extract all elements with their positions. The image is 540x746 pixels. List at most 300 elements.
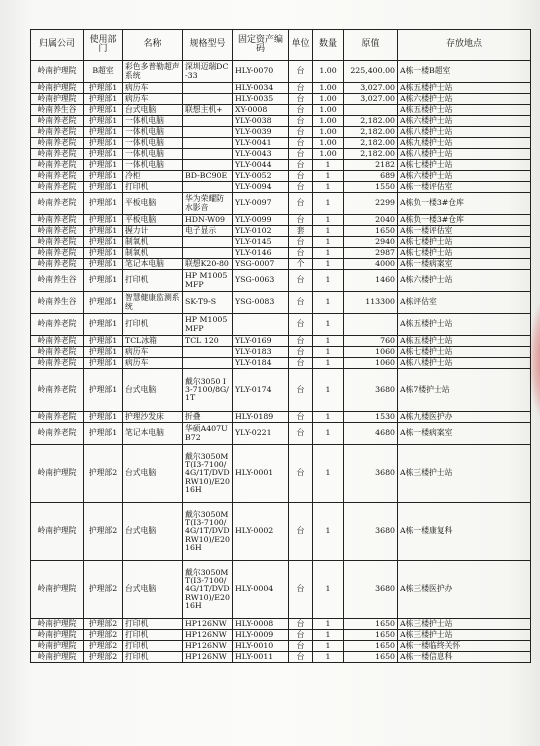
original-value-cell: 3,027.00 bbox=[344, 94, 398, 105]
quantity-cell: 1 bbox=[313, 423, 344, 445]
quantity-cell: 1 bbox=[313, 182, 344, 193]
asset-code-cell: YLY-0038 bbox=[233, 116, 289, 127]
department-cell: 护理部1 bbox=[84, 138, 123, 149]
model-cell bbox=[183, 127, 233, 138]
unit-cell: 台 bbox=[289, 193, 313, 215]
model-cell bbox=[183, 138, 233, 149]
name-cell: 打印机 bbox=[123, 619, 183, 630]
original-value-cell: 1550 bbox=[344, 182, 398, 193]
model-cell: TCL 120 bbox=[183, 336, 233, 347]
table-row bbox=[31, 619, 531, 630]
quantity-cell: 1.00 bbox=[313, 94, 344, 105]
model-cell: HP M1005MFP bbox=[183, 270, 233, 292]
table-row bbox=[31, 270, 531, 292]
header-original-value: 原值 bbox=[344, 30, 398, 61]
company-cell: 岭南养老院 bbox=[31, 138, 84, 149]
department-cell: 护理部1 bbox=[84, 127, 123, 138]
department-cell: 护理部1 bbox=[84, 160, 123, 171]
asset-code-cell: HLY-0070 bbox=[233, 61, 289, 83]
asset-code-cell: HLY-0189 bbox=[233, 412, 289, 423]
department-cell: 护理部2 bbox=[84, 561, 123, 619]
quantity-cell: 1 bbox=[313, 270, 344, 292]
quantity-cell: 1 bbox=[313, 369, 344, 412]
department-cell: 护理部1 bbox=[84, 182, 123, 193]
location-cell: A栋五楼护士站 bbox=[398, 314, 531, 336]
table-row bbox=[31, 215, 531, 226]
table-row bbox=[31, 358, 531, 369]
name-cell: 台式电脑 bbox=[123, 561, 183, 619]
department-cell: 护理部1 bbox=[84, 171, 123, 182]
location-cell: A栋九楼医护办 bbox=[398, 412, 531, 423]
company-cell: 岭南护理院 bbox=[31, 619, 84, 630]
original-value-cell: 2,182.00 bbox=[344, 149, 398, 160]
original-value-cell: 1460 bbox=[344, 270, 398, 292]
company-cell: 岭南养老院 bbox=[31, 248, 84, 259]
name-cell: 智慧健康监测系统 bbox=[123, 292, 183, 314]
company-cell: 岭南养生谷 bbox=[31, 105, 84, 116]
asset-code-cell: HLY-0008 bbox=[233, 619, 289, 630]
name-cell: 笔记本电脑 bbox=[123, 259, 183, 270]
table-row bbox=[31, 160, 531, 171]
model-cell: HP126NW bbox=[183, 652, 233, 663]
unit-cell: 台 bbox=[289, 237, 313, 248]
model-cell bbox=[183, 248, 233, 259]
unit-cell: 台 bbox=[289, 215, 313, 226]
location-cell: A栋九楼护士站 bbox=[398, 138, 531, 149]
quantity-cell: 1 bbox=[313, 171, 344, 182]
quantity-cell: 1 bbox=[313, 215, 344, 226]
original-value-cell: 4680 bbox=[344, 423, 398, 445]
header-unit: 单位 bbox=[289, 30, 313, 61]
original-value-cell: 2182 bbox=[344, 160, 398, 171]
name-cell: 台式电脑 bbox=[123, 445, 183, 503]
original-value-cell bbox=[344, 105, 398, 116]
table-row bbox=[31, 61, 531, 83]
asset-code-cell: HLY-0035 bbox=[233, 94, 289, 105]
table-row bbox=[31, 561, 531, 619]
department-cell: 护理部2 bbox=[84, 652, 123, 663]
original-value-cell: 2,182.00 bbox=[344, 116, 398, 127]
model-cell: HP M1005MFP bbox=[183, 314, 233, 336]
location-cell: A栋七楼护士站 bbox=[398, 237, 531, 248]
location-cell: A栋六楼护士站 bbox=[398, 94, 531, 105]
quantity-cell: 1 bbox=[313, 445, 344, 503]
header-asset-code: 固定资产编码 bbox=[233, 30, 289, 61]
model-cell bbox=[183, 237, 233, 248]
asset-code-cell: YSG-0007 bbox=[233, 259, 289, 270]
department-cell: 护理部2 bbox=[84, 445, 123, 503]
table-row bbox=[31, 336, 531, 347]
department-cell: 护理部1 bbox=[84, 248, 123, 259]
department-cell: 护理部1 bbox=[84, 423, 123, 445]
table-row bbox=[31, 94, 531, 105]
unit-cell: 套 bbox=[289, 226, 313, 237]
company-cell: 岭南养老院 bbox=[31, 182, 84, 193]
original-value-cell: 2299 bbox=[344, 193, 398, 215]
unit-cell: 台 bbox=[289, 412, 313, 423]
quantity-cell: 1 bbox=[313, 358, 344, 369]
department-cell: B超室 bbox=[84, 61, 123, 83]
name-cell: 彩色多普勒超声系统 bbox=[123, 61, 183, 83]
table-row bbox=[31, 292, 531, 314]
asset-code-cell: HLY-0010 bbox=[233, 641, 289, 652]
table-row bbox=[31, 149, 531, 160]
name-cell: 一体机电脑 bbox=[123, 160, 183, 171]
name-cell: 平板电脑 bbox=[123, 193, 183, 215]
quantity-cell: 1.00 bbox=[313, 138, 344, 149]
original-value-cell: 4000 bbox=[344, 259, 398, 270]
location-cell: A栋六楼护士站 bbox=[398, 116, 531, 127]
table-row bbox=[31, 193, 531, 215]
asset-table bbox=[30, 29, 531, 663]
quantity-cell: 1 bbox=[313, 336, 344, 347]
asset-code-cell: YLY-0169 bbox=[233, 336, 289, 347]
location-cell: A栋负一楼3#仓库 bbox=[398, 193, 531, 215]
company-cell: 岭南护理院 bbox=[31, 503, 84, 561]
model-cell: 折叠 bbox=[183, 412, 233, 423]
unit-cell: 台 bbox=[289, 423, 313, 445]
model-cell: HDN-W09 bbox=[183, 215, 233, 226]
company-cell: 岭南护理院 bbox=[31, 61, 84, 83]
name-cell: 笔记本电脑 bbox=[123, 423, 183, 445]
model-cell: 联想主机+ bbox=[183, 105, 233, 116]
original-value-cell: 3680 bbox=[344, 503, 398, 561]
table-row bbox=[31, 237, 531, 248]
original-value-cell: 760 bbox=[344, 336, 398, 347]
location-cell: A栋五楼护士站 bbox=[398, 105, 531, 116]
asset-code-cell: HLY-0009 bbox=[233, 630, 289, 641]
name-cell: 护理沙发床 bbox=[123, 412, 183, 423]
company-cell: 岭南养老院 bbox=[31, 423, 84, 445]
company-cell: 岭南养老院 bbox=[31, 369, 84, 412]
model-cell bbox=[183, 149, 233, 160]
original-value-cell: 1060 bbox=[344, 358, 398, 369]
company-cell: 岭南护理院 bbox=[31, 94, 84, 105]
original-value-cell: 225,400.00 bbox=[344, 61, 398, 83]
location-cell: A栋八楼护士站 bbox=[398, 149, 531, 160]
name-cell: 病历车 bbox=[123, 347, 183, 358]
asset-code-cell: HLY-0034 bbox=[233, 83, 289, 94]
asset-code-cell: YLY-0041 bbox=[233, 138, 289, 149]
quantity-cell: 1 bbox=[313, 619, 344, 630]
unit-cell: 台 bbox=[289, 127, 313, 138]
company-cell: 岭南护理院 bbox=[31, 561, 84, 619]
department-cell: 护理部1 bbox=[84, 369, 123, 412]
company-cell: 岭南养老院 bbox=[31, 116, 84, 127]
model-cell: 华为荣耀防水影音 bbox=[183, 193, 233, 215]
company-cell: 岭南养老院 bbox=[31, 358, 84, 369]
model-cell bbox=[183, 83, 233, 94]
company-cell: 岭南养老院 bbox=[31, 259, 84, 270]
name-cell: 台式电脑 bbox=[123, 369, 183, 412]
quantity-cell: 1.00 bbox=[313, 149, 344, 160]
department-cell: 护理部2 bbox=[84, 630, 123, 641]
table-row bbox=[31, 226, 531, 237]
model-cell: 戴尔3050MT(I3-7100/4G/1T/DVDRW10)/E2016H bbox=[183, 445, 233, 503]
department-cell: 护理部1 bbox=[84, 105, 123, 116]
table-row bbox=[31, 369, 531, 412]
unit-cell: 台 bbox=[289, 503, 313, 561]
model-cell: HP126NW bbox=[183, 630, 233, 641]
department-cell: 护理部1 bbox=[84, 259, 123, 270]
unit-cell: 台 bbox=[289, 61, 313, 83]
name-cell: 冷柜 bbox=[123, 171, 183, 182]
table-row bbox=[31, 347, 531, 358]
unit-cell: 台 bbox=[289, 138, 313, 149]
quantity-cell: 1 bbox=[313, 503, 344, 561]
table-row bbox=[31, 314, 531, 336]
name-cell: TCL冰箱 bbox=[123, 336, 183, 347]
location-cell: A栋评估室 bbox=[398, 292, 531, 314]
company-cell: 岭南养生谷 bbox=[31, 270, 84, 292]
table-row bbox=[31, 138, 531, 149]
original-value-cell bbox=[344, 314, 398, 336]
original-value-cell: 3680 bbox=[344, 369, 398, 412]
company-cell: 岭南护理院 bbox=[31, 652, 84, 663]
model-cell bbox=[183, 182, 233, 193]
asset-code-cell: YLY-0052 bbox=[233, 171, 289, 182]
model-cell: 戴尔3050MT(I3-7100/4G/1T/DVDRW10)/E2016H bbox=[183, 561, 233, 619]
department-cell: 护理部1 bbox=[84, 292, 123, 314]
table-row bbox=[31, 412, 531, 423]
company-cell: 岭南护理院 bbox=[31, 630, 84, 641]
location-cell: A栋一楼B超室 bbox=[398, 61, 531, 83]
table-row bbox=[31, 423, 531, 445]
quantity-cell: 1 bbox=[313, 652, 344, 663]
location-cell: A栋负一楼3#仓库 bbox=[398, 215, 531, 226]
name-cell: 台式电脑 bbox=[123, 503, 183, 561]
asset-code-cell: YSG-0083 bbox=[233, 292, 289, 314]
unit-cell: 台 bbox=[289, 94, 313, 105]
name-cell: 一体机电脑 bbox=[123, 127, 183, 138]
unit-cell: 台 bbox=[289, 149, 313, 160]
company-cell: 岭南养老院 bbox=[31, 127, 84, 138]
quantity-cell: 1 bbox=[313, 641, 344, 652]
header-quantity: 数量 bbox=[313, 30, 344, 61]
original-value-cell: 1650 bbox=[344, 226, 398, 237]
table-row bbox=[31, 503, 531, 561]
table-body bbox=[31, 61, 531, 663]
company-cell: 岭南养老院 bbox=[31, 226, 84, 237]
original-value-cell: 1650 bbox=[344, 641, 398, 652]
unit-cell: 台 bbox=[289, 641, 313, 652]
unit-cell: 台 bbox=[289, 171, 313, 182]
quantity-cell: 1 bbox=[313, 292, 344, 314]
model-cell: 深圳迈瑞DC-33 bbox=[183, 61, 233, 83]
model-cell: 戴尔3050MT(I3-7100/4G/1T/DVDRW10)/E2016H bbox=[183, 503, 233, 561]
department-cell: 护理部1 bbox=[84, 412, 123, 423]
asset-code-cell: XY-0008 bbox=[233, 105, 289, 116]
header-name: 名称 bbox=[123, 30, 183, 61]
model-cell bbox=[183, 347, 233, 358]
location-cell: A栋八楼护士站 bbox=[398, 127, 531, 138]
table-row bbox=[31, 182, 531, 193]
quantity-cell: 1 bbox=[313, 237, 344, 248]
table-row bbox=[31, 641, 531, 652]
unit-cell: 台 bbox=[289, 336, 313, 347]
unit-cell: 台 bbox=[289, 116, 313, 127]
quantity-cell: 1 bbox=[313, 347, 344, 358]
unit-cell: 台 bbox=[289, 619, 313, 630]
company-cell: 岭南养老院 bbox=[31, 347, 84, 358]
name-cell: 打印机 bbox=[123, 314, 183, 336]
model-cell bbox=[183, 116, 233, 127]
unit-cell: 台 bbox=[289, 652, 313, 663]
department-cell: 护理部1 bbox=[84, 193, 123, 215]
model-cell: 联想K20-80 bbox=[183, 259, 233, 270]
model-cell: 华硕A407UB72 bbox=[183, 423, 233, 445]
unit-cell: 台 bbox=[289, 105, 313, 116]
unit-cell: 台 bbox=[289, 270, 313, 292]
quantity-cell: 1.00 bbox=[313, 105, 344, 116]
asset-code-cell: YLY-0221 bbox=[233, 423, 289, 445]
asset-code-cell: YLY-0097 bbox=[233, 193, 289, 215]
department-cell: 护理部2 bbox=[84, 619, 123, 630]
department-cell: 护理部1 bbox=[84, 336, 123, 347]
name-cell: 病历车 bbox=[123, 94, 183, 105]
unit-cell: 台 bbox=[289, 292, 313, 314]
table-row bbox=[31, 248, 531, 259]
location-cell: A栋一楼信息科 bbox=[398, 652, 531, 663]
name-cell: 制氧机 bbox=[123, 237, 183, 248]
original-value-cell: 689 bbox=[344, 171, 398, 182]
model-cell bbox=[183, 94, 233, 105]
unit-cell: 台 bbox=[289, 182, 313, 193]
asset-code-cell: YLY-0102 bbox=[233, 226, 289, 237]
quantity-cell: 1 bbox=[313, 630, 344, 641]
asset-code-cell: HLY-0002 bbox=[233, 503, 289, 561]
company-cell: 岭南护理院 bbox=[31, 641, 84, 652]
location-cell: A栋7楼护士站 bbox=[398, 369, 531, 412]
original-value-cell: 2040 bbox=[344, 215, 398, 226]
asset-code-cell: HLY-0011 bbox=[233, 652, 289, 663]
asset-code-cell: YLY-0184 bbox=[233, 358, 289, 369]
header-department: 使用部门 bbox=[84, 30, 123, 61]
original-value-cell: 1650 bbox=[344, 630, 398, 641]
asset-code-cell: YLY-0146 bbox=[233, 248, 289, 259]
quantity-cell: 1.00 bbox=[313, 116, 344, 127]
company-cell: 岭南养老院 bbox=[31, 215, 84, 226]
quantity-cell: 1.00 bbox=[313, 127, 344, 138]
quantity-cell: 1 bbox=[313, 561, 344, 619]
quantity-cell: 1 bbox=[313, 248, 344, 259]
original-value-cell: 2987 bbox=[344, 248, 398, 259]
department-cell: 护理部1 bbox=[84, 347, 123, 358]
department-cell: 护理部1 bbox=[84, 94, 123, 105]
unit-cell: 台 bbox=[289, 561, 313, 619]
table-row bbox=[31, 83, 531, 94]
unit-cell: 台 bbox=[289, 83, 313, 94]
quantity-cell: 1 bbox=[313, 259, 344, 270]
location-cell: A栋七楼护士站 bbox=[398, 160, 531, 171]
location-cell: A栋八楼护士站 bbox=[398, 358, 531, 369]
quantity-cell: 1 bbox=[313, 314, 344, 336]
department-cell: 护理部1 bbox=[84, 83, 123, 94]
company-cell: 岭南护理院 bbox=[31, 83, 84, 94]
name-cell: 平板电脑 bbox=[123, 215, 183, 226]
table-row bbox=[31, 630, 531, 641]
department-cell: 护理部1 bbox=[84, 270, 123, 292]
header-company: 归属公司 bbox=[31, 30, 84, 61]
name-cell: 一体机电脑 bbox=[123, 116, 183, 127]
model-cell: HP126NW bbox=[183, 641, 233, 652]
location-cell: A栋一楼评估室 bbox=[398, 182, 531, 193]
location-cell: A栋三楼护士站 bbox=[398, 630, 531, 641]
table-row bbox=[31, 445, 531, 503]
asset-code-cell: YLY-0145 bbox=[233, 237, 289, 248]
asset-code-cell bbox=[233, 314, 289, 336]
asset-code-cell: YLY-0044 bbox=[233, 160, 289, 171]
quantity-cell: 1 bbox=[313, 193, 344, 215]
location-cell: A栋七楼护士站 bbox=[398, 248, 531, 259]
asset-code-cell: HLY-0004 bbox=[233, 561, 289, 619]
location-cell: A栋一楼评估室 bbox=[398, 226, 531, 237]
asset-code-cell: YLY-0043 bbox=[233, 149, 289, 160]
original-value-cell: 1650 bbox=[344, 619, 398, 630]
table-row bbox=[31, 127, 531, 138]
table-row bbox=[31, 652, 531, 663]
department-cell: 护理部1 bbox=[84, 149, 123, 160]
name-cell: 病历车 bbox=[123, 358, 183, 369]
company-cell: 岭南养老院 bbox=[31, 412, 84, 423]
location-cell: A栋五楼护士站 bbox=[398, 83, 531, 94]
company-cell: 岭南养老院 bbox=[31, 336, 84, 347]
table-row bbox=[31, 259, 531, 270]
location-cell: A栋六楼护士站 bbox=[398, 171, 531, 182]
model-cell bbox=[183, 160, 233, 171]
original-value-cell: 3680 bbox=[344, 445, 398, 503]
company-cell: 岭南养老院 bbox=[31, 171, 84, 182]
department-cell: 护理部2 bbox=[84, 503, 123, 561]
unit-cell: 台 bbox=[289, 314, 313, 336]
name-cell: 病历车 bbox=[123, 83, 183, 94]
location-cell: A栋三楼护士站 bbox=[398, 619, 531, 630]
quantity-cell: 1 bbox=[313, 160, 344, 171]
model-cell: SK-T9-S bbox=[183, 292, 233, 314]
table-row bbox=[31, 171, 531, 182]
model-cell: 戴尔3050 I3-7100/8G/1T bbox=[183, 369, 233, 412]
company-cell: 岭南养生谷 bbox=[31, 292, 84, 314]
asset-code-cell: YLY-0099 bbox=[233, 215, 289, 226]
header-location: 存放地点 bbox=[398, 30, 531, 61]
unit-cell: 个 bbox=[289, 259, 313, 270]
original-value-cell: 2,182.00 bbox=[344, 127, 398, 138]
header-model: 规格型号 bbox=[183, 30, 233, 61]
location-cell: A栋三楼护士站 bbox=[398, 445, 531, 503]
name-cell: 一体机电脑 bbox=[123, 149, 183, 160]
department-cell: 护理部1 bbox=[84, 116, 123, 127]
department-cell: 护理部1 bbox=[84, 226, 123, 237]
company-cell: 岭南养老院 bbox=[31, 193, 84, 215]
model-cell: BD-BC90E bbox=[183, 171, 233, 182]
unit-cell: 台 bbox=[289, 369, 313, 412]
quantity-cell: 1 bbox=[313, 412, 344, 423]
quantity-cell: 1.00 bbox=[313, 61, 344, 83]
table-row bbox=[31, 116, 531, 127]
location-cell: A栋一楼临终关怀 bbox=[398, 641, 531, 652]
location-cell: A栋一楼病案室 bbox=[398, 259, 531, 270]
asset-code-cell: YLY-0174 bbox=[233, 369, 289, 412]
asset-code-cell: YLY-0039 bbox=[233, 127, 289, 138]
company-cell: 岭南养老院 bbox=[31, 237, 84, 248]
company-cell: 岭南护理院 bbox=[31, 445, 84, 503]
asset-code-cell: HLY-0001 bbox=[233, 445, 289, 503]
name-cell: 一体机电脑 bbox=[123, 138, 183, 149]
name-cell: 打印机 bbox=[123, 182, 183, 193]
asset-code-cell: YSG-0063 bbox=[233, 270, 289, 292]
model-cell: HP126NW bbox=[183, 619, 233, 630]
asset-code-cell: YLY-0183 bbox=[233, 347, 289, 358]
